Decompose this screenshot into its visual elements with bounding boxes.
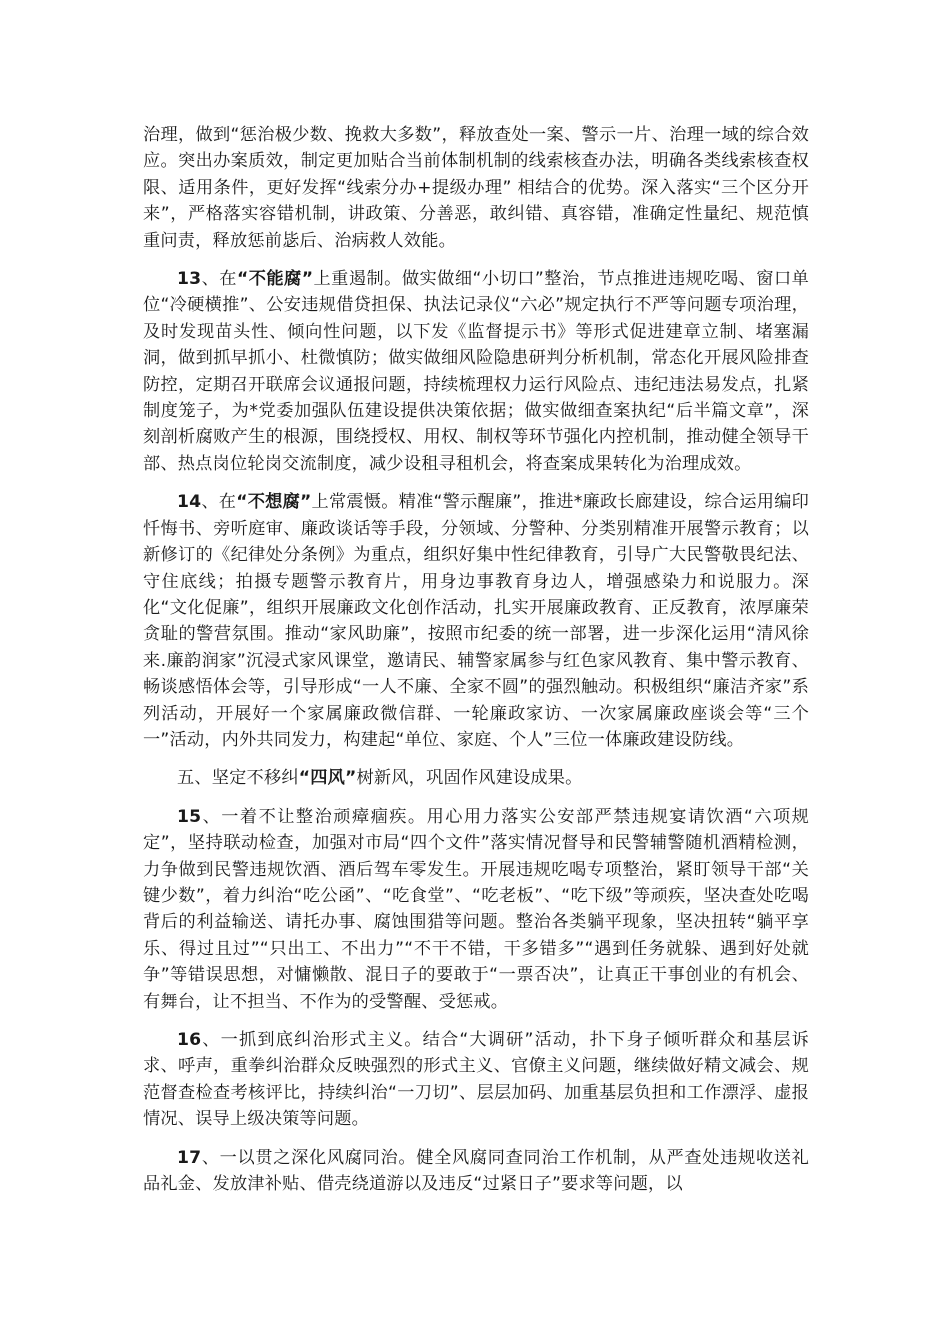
paragraph-text: 、一以贯之深化风腐同治。健全风腐同查同治工作机制，从严查处违规收送礼品礼金、发放津补贴、借壳绕道游以及违反“过紧日子”要求等问题，以 [143, 1147, 809, 1195]
item-number: 15 [177, 806, 202, 827]
heading-text: 树新风，巩固作风建设成果。 [356, 768, 583, 789]
paragraph-text: 、一着不让整治顽瘴痼疾。用心用力落实公安部严禁违规宴请饮酒“六项规定”，坚持联动检查，加强对市局“四个文件”落实情况督导和民警辅警随机酒精检测，力争做到民警违规饮酒、酒后驾车零发生。开展违规吃喝专项整治，紧盯领导干部“关键少数”，着力纠治“吃公函”、“吃食堂”、“吃老板”、“吃下级”等顽疾，坚决查处吃喝背后的利益输送、请托办事、腐蚀围猎等问题。整治各类躺平现象，坚决扭转“躺平享乐、得过且过”“只出工、不出力”“不干不错，干多错多”“遇到任务就躲、遇到好处就争”等错误思想，对慵懒散、混日子的要敢于“一票否决”，让真正干事创业的有机会、有舞台，让不担当、不作为的受警醒、受惩戒。 [143, 806, 809, 1012]
heading-prefix: 五、坚定不移纠 [177, 768, 299, 789]
item-number: 17 [177, 1147, 202, 1168]
item-prefix: 、在 [201, 269, 237, 290]
item-keyword: “不想腐” [236, 492, 312, 513]
heading-keyword: “四风” [298, 768, 357, 789]
paragraph-text: 上重遏制。做实做细“小切口”整治，节点推进违规吃喝、窗口单位“冷硬横推”、公安违规借贷担保、执法记录仪“六必”规定执行不严等问题专项治理，及时发现苗头性、倾向性问题，以下发《监督提示书》等形式促进建章立制、堵塞漏洞，做到抓早抓小、杜微慎防；做实做细风险隐患研判分析机制，常态化开展风险排查防控，定期召开联席会议通报问题，持续梳理权力运行风险点、违纪违法易发点，扎紧制度笼子，为*党委加强队伍建设提供决策依据；做实做细查案执纪“后半篇文章”，深刻剖析腐败产生的根源，围绕授权、用权、制权等环节强化内控机制，推动健全领导干部、热点岗位轮岗交流制度，减少设租寻租机会，将查案成果转化为治理成效。 [143, 269, 810, 474]
paragraph-text: 、一抓到底纠治形式主义。结合“大调研”活动，扑下身子倾听群众和基层诉求、呼声，重拳纠治群众反映强烈的形式主义、官僚主义问题，继续做好精文减会、规范督查检查考核评比，持续纠治“一刀切”、层层加码、加重基层负担和工作漂浮、虚报情况、误导上级决策等问题。 [143, 1030, 809, 1130]
paragraph-15 [143, 804, 809, 1015]
item-keyword: “不能腐” [236, 269, 314, 290]
section-heading-5 [143, 765, 809, 791]
item-prefix: 、在 [201, 492, 237, 513]
paragraph-17 [143, 1145, 809, 1198]
paragraph-14 [143, 489, 809, 753]
paragraph-text: 上常震慑。精准“警示醒廉”，推进*廉政长廊建设，综合运用编印忏悔书、旁听庭审、廉政谈话等手段，分领域、分警种、分类别精准开展警示教育；以新修订的《纪律处分条例》为重点，组织好集中性纪律教育，引导广大民警敬畏纪法、守住底线；拍摄专题警示教育片，用身边事教育身边人，增强感染力和说服力。深化“文化促廉”，组织开展廉政文化创作活动，扎实开展廉政教育、正反教育，浓厚廉荣贪耻的警营氛围。推动“家风助廉”，按照市纪委的统一部署，进一步深化运用“清风徐来.廉韵润家”沉浸式家风课堂，邀请民、辅警家属参与红色家风教育、集中警示教育、畅谈感悟体会等，引导形成“一人不廉、全家不圆”的强烈触动。积极组织“廉洁齐家”系列活动，开展好一个家属廉政微信群、一轮廉政家访、一次家属廉政座谈会等“三个一”活动，内外共同发力，构建起“单位、家庭、个人”三位一体廉政建设防线。 [143, 492, 810, 750]
item-number: 16 [177, 1030, 202, 1050]
paragraph-13 [143, 266, 809, 477]
item-number: 13 [177, 269, 202, 290]
document-page [143, 122, 809, 1209]
paragraph-continuation [143, 122, 809, 254]
paragraph-text: 治理，做到“惩治极少数、挽救大多数”，释放查处一案、警示一片、治理一域的综合效应。突出办案质效，制定更加贴合当前体制机制的线索核查办法，明确各类线索核查权限、适用条件，更好发挥“线索分办+提级办理” 相结合的优势。深入落实“三个区分开来”，严格落实容错机制，讲政策、分善恶，敢纠错、真容错，准确定性量纪、规范慎重问责，释放惩前毖后、治病救人效能。 [143, 125, 809, 251]
paragraph-16 [143, 1027, 809, 1133]
item-number: 14 [177, 492, 202, 513]
